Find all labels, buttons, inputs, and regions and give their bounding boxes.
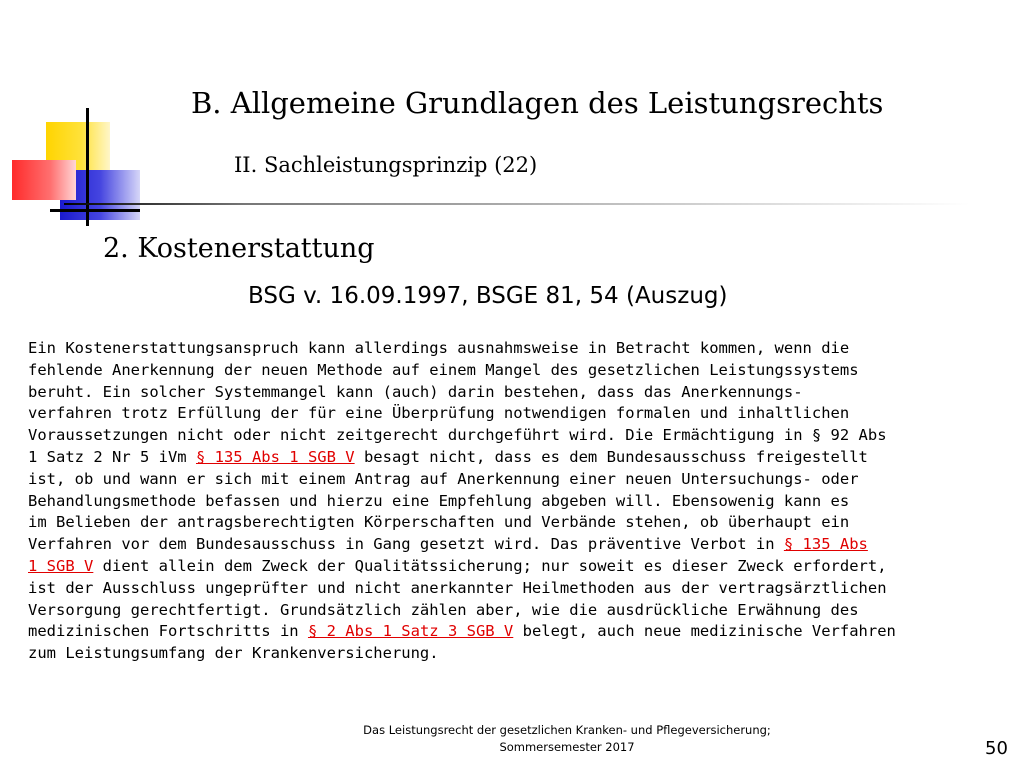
body-line [28,534,1003,556]
section-heading: 2. Kostenerstattung [103,233,375,264]
horizontal-line [50,209,140,212]
law-reference-link[interactable]: 1 SGB V [28,556,94,575]
footer-course-title: Das Leistungsrecht der gesetzlichen Kranken- und Pflegeversicherung; [363,723,771,737]
body-line [28,382,1003,404]
slide-title: B. Allgemeine Grundlagen des Leistungsrechts [191,86,884,120]
body-line [28,556,1003,578]
body-line [28,621,1003,643]
body-text-segment: medizinischen Fortschritts in [28,622,308,641]
law-reference-link[interactable]: § 135 Abs [783,535,868,554]
body-text-segment: 1 Satz 2 Nr 5 iVm [28,447,196,466]
law-reference-link[interactable]: § 2 Abs 1 Satz 3 SGB V [307,622,514,641]
body-text-segment: fehlende Anerkennung der neuen Methode auf einem Mangel des gesetzlichen Leistungssystems [28,360,859,379]
ruling-heading: BSG v. 16.09.1997, BSGE 81, 54 (Auszug) [248,283,728,309]
body-line [28,425,1003,447]
page-number: 50 [985,738,1008,759]
body-text-segment: Verfahren vor dem Bundesausschuss in Gang gesetzt wird. Das präventive Verbot in [28,535,784,554]
body-line [28,447,1003,469]
body-text-segment: Behandlungsmethode befassen und hierzu eine Empfehlung abgeben will. Ebensowenig kann es [28,491,850,510]
body-text-segment: ist der Ausschluss ungeprüfter und nicht anerkannter Heilmethoden aus der vertragsärztlichen [28,578,887,597]
body-text-segment: Versorgung gerechtfertigt. Grundsätzlich zählen aber, wie die ausdrückliche Erwähnung des [28,600,859,619]
body-text-segment: belegt, auch neue medizinische Verfahren [513,622,896,641]
body-text-segment: Voraussetzungen nicht oder nicht zeitgerecht durchgeführt wird. Die Ermächtigung in § 92 Abs [28,426,887,445]
red-square [12,160,76,200]
ruling-excerpt [28,338,1003,665]
body-text-segment: besagt nicht, dass es dem Bundesausschuss freigestellt [354,447,868,466]
slide-subtitle: II. Sachleistungsprinzip (22) [234,153,538,177]
body-line [28,491,1003,513]
body-line [28,600,1003,622]
footer-semester: Sommersemester 2017 [499,740,635,754]
body-line [28,338,1003,360]
body-line [28,643,1003,665]
body-line [28,578,1003,600]
law-reference-link[interactable]: § 135 Abs 1 SGB V [195,447,355,466]
body-text-segment: beruht. Ein solcher Systemmangel kann (auch) darin bestehen, dass das Anerkennungs- [28,382,803,401]
body-line [28,403,1003,425]
title-rule-divider [64,203,970,205]
body-text-segment: verfahren trotz Erfüllung der für eine Überprüfung notwendigen formalen und inhaltlichen [28,404,850,423]
body-text-segment: im Belieben der antragsberechtigten Körperschaften und Verbände stehen, ob überhaupt ein [28,513,850,532]
body-text-segment: zum Leistungsumfang der Krankenversicherung. [28,644,439,663]
body-line [28,469,1003,491]
footer [300,722,834,756]
body-text-segment: dient allein dem Zweck der Qualitätssicherung; nur soweit es dieser Zweck erfordert, [93,556,887,575]
body-line [28,360,1003,382]
body-text-segment: Ein Kostenerstattungsanspruch kann allerdings ausnahmsweise in Betracht kommen, wenn die [28,339,850,357]
body-line [28,512,1003,534]
body-text-segment: ist, ob und wann er sich mit einem Antrag auf Anerkennung einer neuen Untersuchungs- oder [28,469,859,488]
